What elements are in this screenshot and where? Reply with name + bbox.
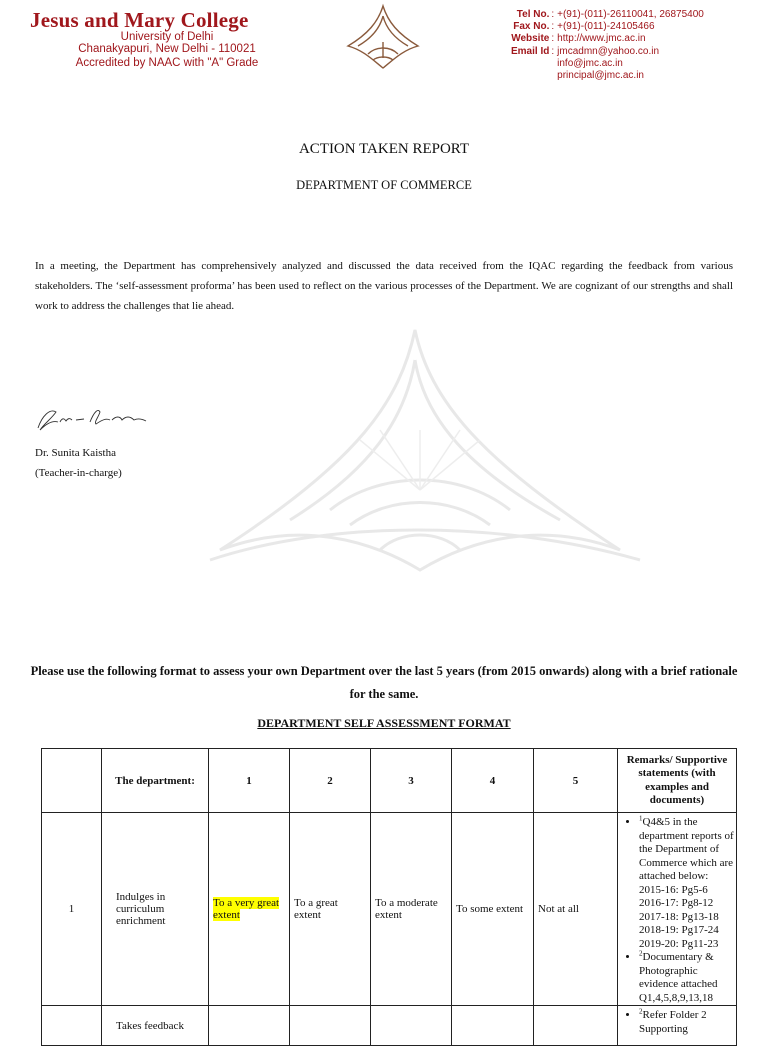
tel-value: +(91)-(011)-26110041, 26875400 — [557, 9, 704, 20]
accreditation-line: Accredited by NAAC with "A" Grade — [75, 57, 259, 69]
header-cell-3: 3 — [371, 749, 452, 813]
header-cell-1: 1 — [209, 749, 290, 813]
remarks-cell — [618, 1006, 737, 1046]
header-cell-4: 4 — [452, 749, 534, 813]
department-title: DEPARTMENT OF COMMERCE — [296, 178, 472, 192]
website-label: Website — [511, 33, 550, 45]
contact-block: Tel No. : +(91)-(011)-26110041, 26875400 Fax No. : +(91)-(011)-24105466 Website : http://www.jmc.ac.in Email Id : jmcadmn@yahoo.co.in info@jmc.ac.in principal@jmc.ac.in — [511, 9, 704, 82]
fax-label: Fax No. — [513, 21, 550, 33]
email-link-2[interactable]: info@jmc.ac.in — [557, 57, 623, 69]
selected-rating: To a very great extent — [213, 897, 280, 921]
signatory-name: Dr. Sunita Kaistha — [35, 447, 116, 459]
row-criterion: Takes feedback — [102, 1006, 209, 1046]
remarks-cell — [618, 813, 737, 1006]
signatory-role: (Teacher-in-charge) — [35, 467, 122, 479]
email-label: Email Id — [511, 45, 550, 57]
header-cell-criterion: The department: — [102, 749, 209, 813]
rating-cell-2: To a great extent — [290, 813, 371, 1006]
row-number: 1 — [42, 813, 102, 1006]
intro-paragraph: In a meeting, the Department has comprehensively analyzed and discussed the data received from the IQAC regarding the feedback from various stakeholders. The ‘self-assessment proforma’ has been used to reflect on the various processes of the Department. We are cognizant of our strengths and shall work to address the challenges that lie ahead. — [35, 260, 733, 312]
header-cell-5: 5 — [534, 749, 618, 813]
list-item: • $^1$Q4&5 in the department reports of the Department of Commerce which are attached below: 2015-16: Pg5-6 2016-17: Pg8-12 2017-18: Pg13-18 2018-19: Pg17-24 2019-20: Pg11-23 — [639, 816, 734, 951]
report-title: ACTION TAKEN REPORT — [298, 141, 470, 157]
row-criterion: Indulges in curriculum enrichment — [102, 813, 209, 1006]
tel-label: Tel No. — [516, 9, 550, 20]
header-cell-remarks: Remarks/ Supportive statements (with examples and documents) — [618, 749, 737, 813]
header-cell-2: 2 — [290, 749, 371, 813]
college-logo-icon — [338, 2, 428, 72]
rating-cell-1 — [209, 813, 290, 1006]
address-line: Chanakyapuri, New Delhi - 110021 — [78, 43, 256, 55]
college-name: Jesus and Mary College — [30, 8, 249, 32]
table-row — [42, 813, 737, 1006]
email-link-3[interactable]: principal@jmc.ac.in — [557, 70, 644, 82]
instructions-text: Please use the following format to assess your own Department over the last 5 years (from 2015 onwards) along with a brief rationale for the same. — [30, 664, 738, 701]
signature-icon — [32, 398, 157, 438]
self-assessment-table — [41, 748, 737, 1046]
format-title: DEPARTMENT SELF ASSESSMENT FORMAT — [257, 716, 511, 730]
rating-cell-3: To a moderate extent — [371, 813, 452, 1006]
list-item: • $^2$Documentary & Photographic evidence attached Q1,4,5,8,9,13,18 — [639, 951, 734, 1005]
fax-value: +(91)-(011)-24105466 — [557, 21, 655, 33]
rating-cell-4: To some extent — [452, 813, 534, 1006]
university-line: University of Delhi — [120, 31, 214, 43]
header-cell-no — [42, 749, 102, 813]
row-number — [42, 1006, 102, 1046]
website-link[interactable]: http://www.jmc.ac.in — [557, 33, 646, 45]
rating-cell-5: Not at all — [534, 813, 618, 1006]
email-link-1[interactable]: jmcadmn@yahoo.co.in — [557, 45, 660, 57]
table-header-row — [42, 749, 737, 813]
watermark-logo-icon — [180, 320, 660, 580]
list-item: • $^2$Refer Folder 2 Supporting — [639, 1009, 734, 1036]
table-row — [42, 1006, 737, 1046]
